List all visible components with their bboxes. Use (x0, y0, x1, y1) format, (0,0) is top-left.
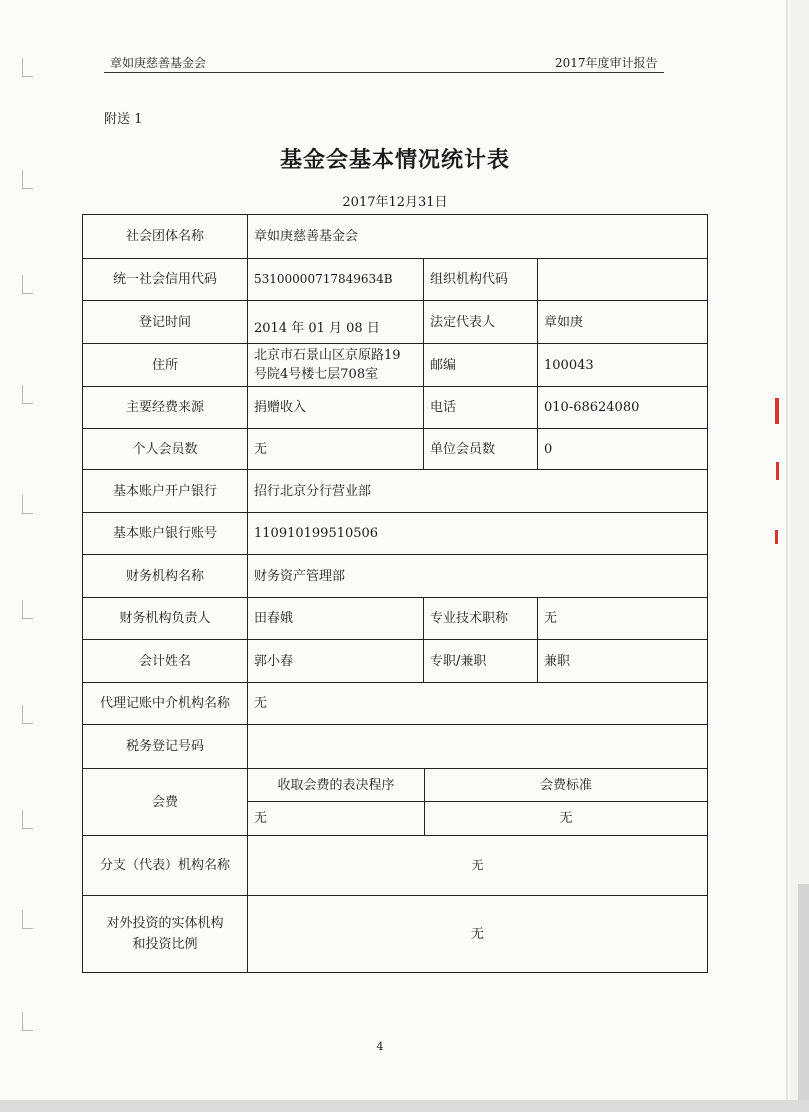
investment-label-line-2: 和投资比例 (132, 937, 198, 952)
investment-label (82, 895, 248, 973)
individual-members-label: 个人会员数 (82, 428, 248, 470)
binding-mark (22, 58, 33, 77)
investment-value: 无 (247, 895, 708, 973)
funding-value: 捐赠收入 (247, 386, 424, 429)
address-value (247, 343, 424, 387)
header-rule (104, 72, 664, 73)
address-label: 住所 (82, 343, 248, 387)
agency-label: 代理记账中介机构名称 (82, 682, 248, 725)
org-name-value: 章如庚慈善基金会 (247, 214, 708, 259)
fee-procedure-value: 无 (247, 801, 425, 836)
phone-label: 电话 (423, 386, 538, 429)
agency-value: 无 (247, 682, 708, 725)
branch-label: 分支（代表）机构名称 (82, 835, 248, 896)
funding-label: 主要经费来源 (82, 386, 248, 429)
fee-procedure-label: 收取会费的表决程序 (247, 768, 425, 802)
investment-label-line-1: 对外投资的实体机构 (106, 916, 224, 931)
fulltime-value: 兼职 (537, 639, 708, 683)
appendix-label: 附送 1 (104, 112, 143, 127)
red-mark (775, 398, 779, 424)
reg-time-value: 2014 年 01 月 08 日 (247, 300, 424, 344)
tax-value (247, 724, 708, 769)
address-line-2: 号院4号楼七层708室 (254, 367, 379, 382)
scan-bottom-strip (0, 1100, 809, 1112)
red-mark (775, 530, 778, 544)
binding-mark (22, 810, 33, 829)
org-code-label: 组织机构代码 (423, 258, 538, 301)
binding-mark (22, 600, 33, 619)
unit-members-value: 0 (537, 428, 708, 470)
unit-members-label: 单位会员数 (423, 428, 538, 470)
bank-value: 招行北京分行营业部 (247, 469, 708, 513)
fee-standard-label: 会费标准 (424, 768, 708, 802)
account-label: 基本账户银行账号 (82, 512, 248, 555)
address-line-1: 北京市石景山区京原路19 (254, 348, 401, 363)
accountant-value: 郭小春 (247, 639, 424, 683)
binding-mark (22, 495, 33, 514)
page-edge-shadow (786, 0, 788, 1112)
binding-mark (22, 705, 33, 724)
report-date: 2017年12月31日 (342, 195, 448, 210)
fulltime-label: 专职/兼职 (423, 639, 538, 683)
individual-members-value: 无 (247, 428, 424, 470)
binding-mark (22, 1012, 33, 1031)
page-number: 4 (376, 1040, 384, 1053)
postcode-value: 100043 (537, 343, 708, 387)
branch-value: 无 (247, 835, 708, 896)
binding-mark (22, 910, 33, 929)
credit-code-value: 53100000717849634B (247, 258, 424, 301)
credit-code-label: 统一社会信用代码 (82, 258, 248, 301)
tax-label: 税务登记号码 (82, 724, 248, 769)
bank-label: 基本账户开户银行 (82, 469, 248, 513)
red-mark (776, 462, 779, 480)
professional-title-value: 无 (537, 597, 708, 640)
page-title: 基金会基本情况统计表 (279, 148, 510, 173)
binding-mark (22, 275, 33, 294)
fee-standard-value: 无 (424, 801, 708, 836)
foundation-info-table (82, 214, 708, 973)
account-value: 110910199510506 (247, 512, 708, 555)
scan-shadow-box (798, 884, 809, 1100)
binding-mark (22, 385, 33, 404)
fee-label: 会费 (82, 768, 248, 836)
finance-dept-value: 财务资产管理部 (247, 554, 708, 598)
phone-value: 010-68624080 (537, 386, 708, 429)
legal-rep-value: 章如庚 (537, 300, 708, 344)
finance-head-value: 田春娥 (247, 597, 424, 640)
org-code-value (537, 258, 708, 301)
finance-head-label: 财务机构负责人 (82, 597, 248, 640)
professional-title-label: 专业技术职称 (423, 597, 538, 640)
reg-time-label: 登记时间 (82, 300, 248, 344)
legal-rep-label: 法定代表人 (423, 300, 538, 344)
accountant-label: 会计姓名 (82, 639, 248, 683)
postcode-label: 邮编 (423, 343, 538, 387)
header-org-name: 章如庚慈善基金会 (110, 56, 207, 70)
header-report-title: 2017年度审计报告 (555, 56, 658, 70)
finance-dept-label: 财务机构名称 (82, 554, 248, 598)
org-name-label: 社会团体名称 (82, 214, 248, 259)
